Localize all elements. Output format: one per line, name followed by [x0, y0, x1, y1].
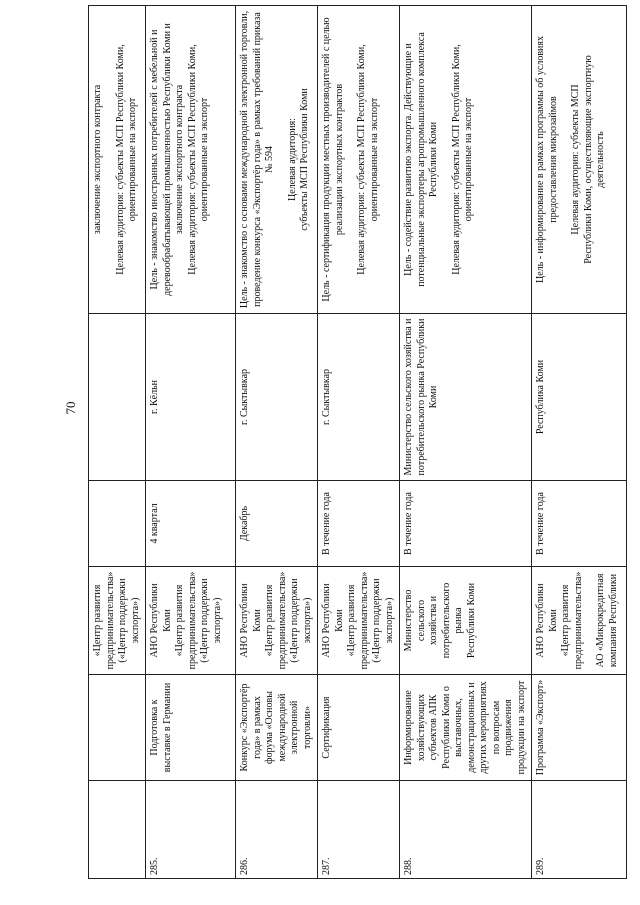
table-row [146, 6, 236, 879]
table-row [89, 6, 146, 879]
events-table-body [89, 6, 627, 879]
period [89, 481, 146, 567]
organizer: «Центр развития предпринимательства» («Центр поддержки экспорта») [89, 567, 146, 675]
place: г. Сыктывкар [236, 314, 318, 481]
rotated-table-container [88, 6, 619, 879]
organizer: АНО Республики Коми «Центр развития предпринимательства» («Центр поддержки экспорта») [318, 567, 400, 675]
page-number: 70 [63, 401, 78, 415]
table-row [318, 6, 400, 879]
goal: Цель - сертификация продукции местных производителей с целью реализации экспортных контрактов Целевая аудитория: субъекты МСП Республики Коми, ориентированные на экспорт [318, 6, 400, 314]
organizer: Министерство сельского хозяйства и потребительского рынка Республики Коми [400, 567, 532, 675]
period: В течение года [318, 481, 400, 567]
organizer: АНО Республики Коми «Центр развития предпринимательства» АО «Микрокредитная компания Республики [532, 567, 627, 675]
goal: Цель - знакомство иностранных потребителей с мебельной и деревообрабатывающей промышленностью Республики Коми и заключение экспортного контракта Целевая аудитория: субъекты МСП Республики Коми, ориентированные на экспорт [146, 6, 236, 314]
events-table [88, 5, 627, 879]
row-number: 289. [532, 781, 627, 879]
event-name: Подготовка к выставке в Германии [146, 675, 236, 781]
event-name: Сертификация [318, 675, 400, 781]
period: Декабрь [236, 481, 318, 567]
period: В течение года [532, 481, 627, 567]
event-name: Конкурс «Экспортёр года» в рамках форума «Основы международной электронной торговли» [236, 675, 318, 781]
goal: Цель - знакомство с основами международной электронной торговли, проведение конкурса «Экспортёр года» в рамках требований приказа № 594 Целевая аудитория: субъекты МСП Республики Коми [236, 6, 318, 314]
event-name: Программа «Экспорт» [532, 675, 627, 781]
table-row [532, 6, 627, 879]
organizer: АНО Республики Коми «Центр развития предпринимательства» («Центр поддержки экспорта») [236, 567, 318, 675]
place: Министерство сельского хозяйства и потребительского рынка Республики Коми [400, 314, 532, 481]
event-name: Информирование хозяйствующих субъектов АПК Республики Коми о выставочных, демонстрационных и других мероприятиях по вопросам продвижения продукции на экспорт [400, 675, 532, 781]
row-number: 288. [400, 781, 532, 879]
goal: Цель - информирование в рамках программы об условиях предоставления микрозаймов Целевая аудитория: субъекты МСП Республики Коми, осуществляющие экспортную деятельность [532, 6, 627, 314]
goal: Цель - содействие развитию экспорта. Действующие и потенциальные экспортеры агропромышленного комплекса Республики Коми Целевая аудитория: субъекты МСП Республики Коми, ориентированные на экспорт [400, 6, 532, 314]
place: г. Кёльн [146, 314, 236, 481]
place: г. Сыктывкар [318, 314, 400, 481]
organizer: АНО Республики Коми «Центр развития предпринимательства» («Центр поддержки экспорта») [146, 567, 236, 675]
table-row [236, 6, 318, 879]
place [89, 314, 146, 481]
event-name [89, 675, 146, 781]
row-number: 287. [318, 781, 400, 879]
row-number: 286. [236, 781, 318, 879]
place: Республика Коми [532, 314, 627, 481]
period: 4 квартал [146, 481, 236, 567]
table-row [400, 6, 532, 879]
goal: заключение экспортного контракта Целевая аудитория: субъекты МСП Республики Коми, ориентированные на экспорт [89, 6, 146, 314]
period: В течение года [400, 481, 532, 567]
row-number [89, 781, 146, 879]
row-number: 285. [146, 781, 236, 879]
